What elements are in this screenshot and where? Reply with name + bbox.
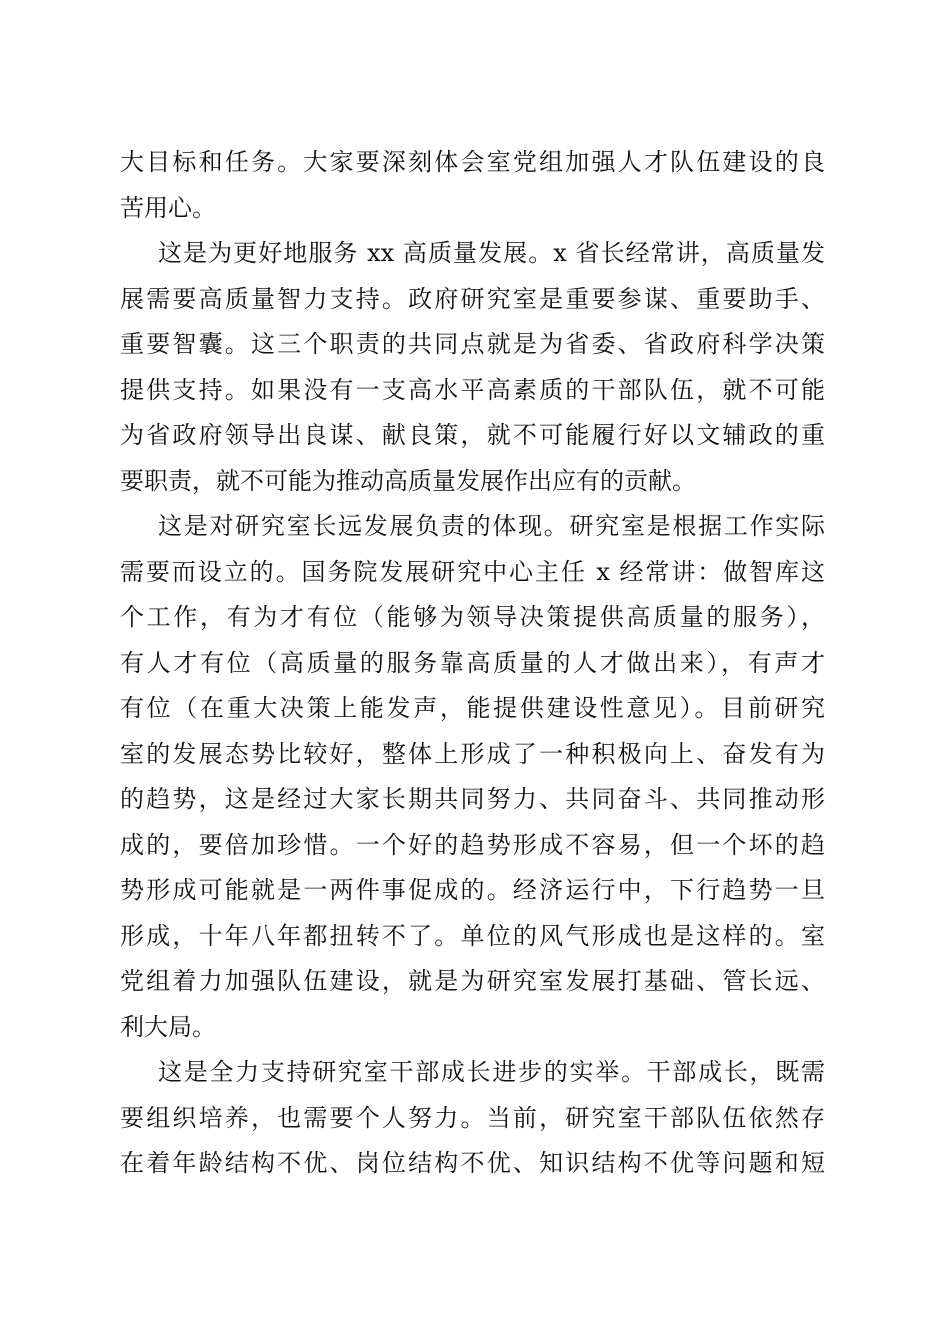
text-line: 要职责，就不可能为推动高质量发展作出应有的贡献。 (120, 466, 696, 495)
text-line: 这是为更好地服务 xx 高质量发展。x 省长经常讲，高质量发 (158, 239, 825, 267)
text-line: 的趋势，这是经过大家长期共同努力、共同奋斗、共同推动形 (120, 785, 825, 813)
text-line: 有位（在重大决策上能发声，能提供建设性意见）。目前研究 (120, 694, 825, 722)
text-line: 个工作，有为才有位（能够为领导决策提供高质量的服务）， (120, 603, 825, 631)
text-line: 要组织培养，也需要个人努力。当前，研究室干部队伍依然存 (120, 1103, 825, 1132)
text-line: 这是全力支持研究室干部成长进步的实举。干部成长，既需 (158, 1058, 825, 1086)
text-line: 提供支持。如果没有一支高水平高素质的干部队伍，就不可能 (120, 375, 825, 404)
paragraph-2 (120, 231, 825, 504)
paragraph-3 (120, 504, 825, 1050)
text-line: 需要而设立的。国务院发展研究中心主任 x 经常讲：做智库这 (120, 557, 825, 586)
paragraph-4 (120, 1050, 825, 1187)
text-line: 苦用心。 (120, 193, 216, 222)
text-line: 党组着力加强队伍建设，就是为研究室发展打基础、管长远、 (120, 967, 825, 995)
text-line: 形成，十年八年都扭转不了。单位的风气形成也是这样的。室 (120, 921, 825, 950)
text-line: 为省政府领导出良谋、献良策，就不可能履行好以文辅政的重 (120, 421, 825, 449)
paragraph-1 (120, 140, 825, 231)
text-line: 大目标和任务。大家要深刻体会室党组加强人才队伍建设的良 (120, 148, 825, 176)
document-body (120, 140, 825, 1187)
text-line: 这是对研究室长远发展负责的体现。研究室是根据工作实际 (158, 512, 825, 540)
text-line: 在着年龄结构不优、岗位结构不优、知识结构不优等问题和短 (120, 1149, 825, 1177)
text-line: 展需要高质量智力支持。政府研究室是重要参谋、重要助手、 (120, 284, 825, 313)
text-line: 势形成可能就是一两件事促成的。经济运行中，下行趋势一旦 (120, 876, 825, 904)
text-line: 利大局。 (120, 1012, 216, 1041)
text-line: 成的，要倍加珍惜。一个好的趋势形成不容易，但一个坏的趋 (120, 830, 825, 859)
text-line: 重要智囊。这三个职责的共同点就是为省委、省政府科学决策 (120, 330, 825, 358)
text-line: 有人才有位（高质量的服务靠高质量的人才做出来），有声才 (120, 648, 825, 677)
text-line: 室的发展态势比较好，整体上形成了一种积极向上、奋发有为 (120, 739, 825, 768)
